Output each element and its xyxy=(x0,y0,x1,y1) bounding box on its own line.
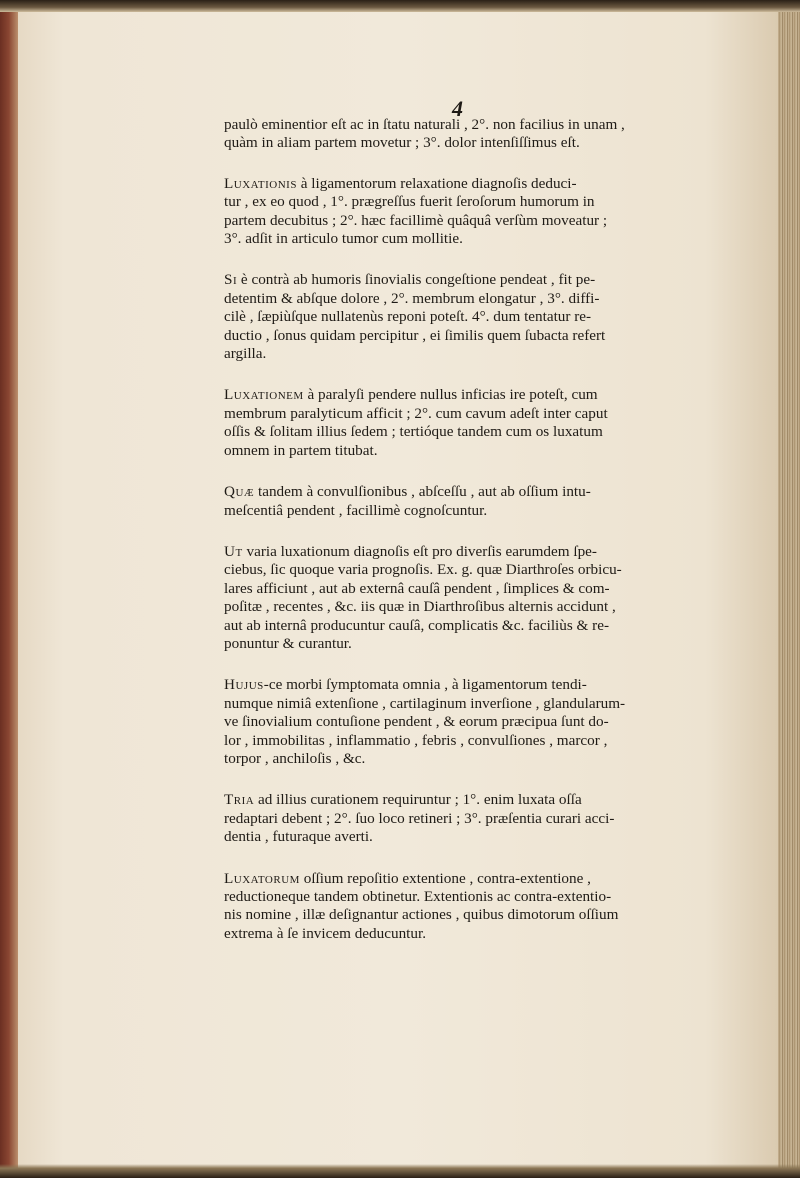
line-text: à paralyſi pendere nullus inficias ire poteſt, cum xyxy=(303,386,598,404)
line-text: numque nimiâ extenſione , cartilaginum inverſione , glandularum- xyxy=(224,694,626,712)
text-line xyxy=(224,635,684,653)
line-text: ad illius curationem requiruntur ; 1°. enim luxata oſſa xyxy=(254,791,582,809)
paragraph xyxy=(224,483,684,520)
lead-word: Luxationis xyxy=(224,174,297,192)
line-text: è contrà ab humoris ſinovialis congeſtione pendeat , fit pe- xyxy=(237,271,596,289)
text-line xyxy=(224,308,684,326)
line-text: nis nomine , illæ deſignantur actiones , quibus dimotorum oſſium xyxy=(224,906,619,924)
text-line xyxy=(224,791,684,809)
line-text: lares afficiunt , aut ab externâ cauſâ pendent , ſimplices & com- xyxy=(224,579,610,597)
lead-word: Ut xyxy=(224,542,243,560)
lead-word: Luxationem xyxy=(224,386,304,404)
paragraph xyxy=(224,175,684,249)
text-line xyxy=(224,750,684,768)
paragraph xyxy=(224,271,684,363)
paragraph xyxy=(224,386,684,460)
line-text: aut ab internâ producuntur cauſâ, complicatis &c. faciliùs & re- xyxy=(224,616,610,634)
lead-word: Si xyxy=(224,271,238,289)
text-line xyxy=(224,442,684,460)
line-text: oſſium repoſitio extentione , contra-extentione , xyxy=(299,869,591,887)
line-text: paulò eminentior eſt ac in ſtatu naturali , 2°. non facilius in unam , xyxy=(224,116,625,133)
top-edge xyxy=(0,0,800,12)
text-line xyxy=(224,212,684,230)
line-text: ponuntur & curantur. xyxy=(224,634,352,652)
line-text: dentia , futuraque averti. xyxy=(224,828,373,846)
text-line xyxy=(224,906,684,924)
text-line xyxy=(224,345,684,363)
text-line xyxy=(224,327,684,345)
text-line xyxy=(224,386,684,404)
text-line xyxy=(224,561,684,579)
text-line xyxy=(224,870,684,888)
line-text: partem decubitus ; 2°. hæc facillimè quâquâ verſùm moveatur ; xyxy=(224,211,608,229)
line-text: poſitæ , recentes , &c. iis quæ in Diarthroſibus alternis accidunt , xyxy=(224,598,616,616)
text-line xyxy=(224,502,684,520)
line-text: quàm in aliam partem movetur ; 3°. dolor intenſiſſimus eſt. xyxy=(224,134,580,152)
line-text: detentim & abſque dolore , 2°. membrum elongatur , 3°. diffi- xyxy=(224,289,600,307)
line-text: omnem in partem titubat. xyxy=(224,441,378,459)
line-text: ductio , ſonus quidam percipitur , ei ſimilis quem ſubacta refert xyxy=(224,326,606,344)
text-line xyxy=(224,676,684,694)
text-line xyxy=(224,543,684,561)
text-line xyxy=(224,598,684,616)
line-text: ve ſinovialium contuſione pendent , & eorum præcipua ſunt do- xyxy=(224,713,609,731)
page-stack-edge xyxy=(778,0,800,1178)
bottom-edge xyxy=(0,1164,800,1178)
paragraph xyxy=(224,676,684,768)
line-text: argilla. xyxy=(224,345,267,363)
text-line xyxy=(224,888,684,906)
text-line xyxy=(224,134,684,152)
lead-word: Quæ xyxy=(224,483,255,501)
text-line xyxy=(224,405,684,423)
line-text: cilè , ſæpiùſque nullatenùs reponi poteſt. 4°. dum tentatur re- xyxy=(224,308,592,326)
text-line xyxy=(224,617,684,635)
line-text: redaptari debent ; 2°. ſuo loco retineri ; 3°. præſentia curari acci- xyxy=(224,809,615,827)
text-line xyxy=(224,290,684,308)
line-text: reductioneque tandem obtinetur. Extentionis ac contra-extentio- xyxy=(224,888,612,905)
line-text: à ligamentorum relaxatione diagnoſis deduci- xyxy=(296,174,577,192)
text-line xyxy=(224,810,684,828)
line-text: lor , immobilitas , inflammatio , febris , convulſiones , marcor , xyxy=(224,731,608,749)
line-text: meſcentiâ pendent , facillimè cognoſcuntur. xyxy=(224,501,488,519)
line-text: -ce morbi ſymptomata omnia , à ligamentorum tendi- xyxy=(263,676,587,694)
line-text: membrum paralyticum afficit ; 2°. cum cavum adeſt inter caput xyxy=(224,404,608,422)
paragraph xyxy=(224,870,684,944)
text-line xyxy=(224,193,684,211)
line-text: 3°. adſit in articulo tumor cum mollitie. xyxy=(224,230,463,248)
line-text: torpor , anchiloſis , &c. xyxy=(224,749,366,767)
paragraph xyxy=(224,791,684,846)
lead-word: Tria xyxy=(224,791,255,809)
body-text xyxy=(224,116,684,966)
paragraph xyxy=(224,116,684,153)
line-text: oſſis & ſolitam illius ſedem ; tertióque tandem cum os luxatum xyxy=(224,423,603,441)
text-line xyxy=(224,271,684,289)
text-line xyxy=(224,713,684,731)
line-text: tandem à convulſionibus , abſceſſu , aut ab oſſium intu- xyxy=(254,483,591,501)
line-text: tur , ex eo quod , 1°. prægreſſus fuerit ſeroſorum humorum in xyxy=(224,193,595,211)
lead-word: Luxatorum xyxy=(224,869,300,887)
text-line xyxy=(224,828,684,846)
text-line xyxy=(224,230,684,248)
text-line xyxy=(224,925,684,943)
line-text: extrema à ſe invicem deducuntur. xyxy=(224,924,426,942)
paragraph xyxy=(224,543,684,653)
text-line xyxy=(224,116,684,134)
text-line xyxy=(224,732,684,750)
text-line xyxy=(224,695,684,713)
text-line xyxy=(224,423,684,441)
text-line xyxy=(224,483,684,501)
lead-word: Hujus xyxy=(224,676,264,694)
text-line xyxy=(224,175,684,193)
page-number: 4 xyxy=(452,96,463,121)
line-text: ciebus, ſic quoque varia prognoſis. Ex. g. quæ Diarthroſes orbicu- xyxy=(224,561,622,579)
text-line xyxy=(224,580,684,598)
line-text: varia luxationum diagnoſis eſt pro diverſis earumdem ſpe- xyxy=(242,542,597,560)
